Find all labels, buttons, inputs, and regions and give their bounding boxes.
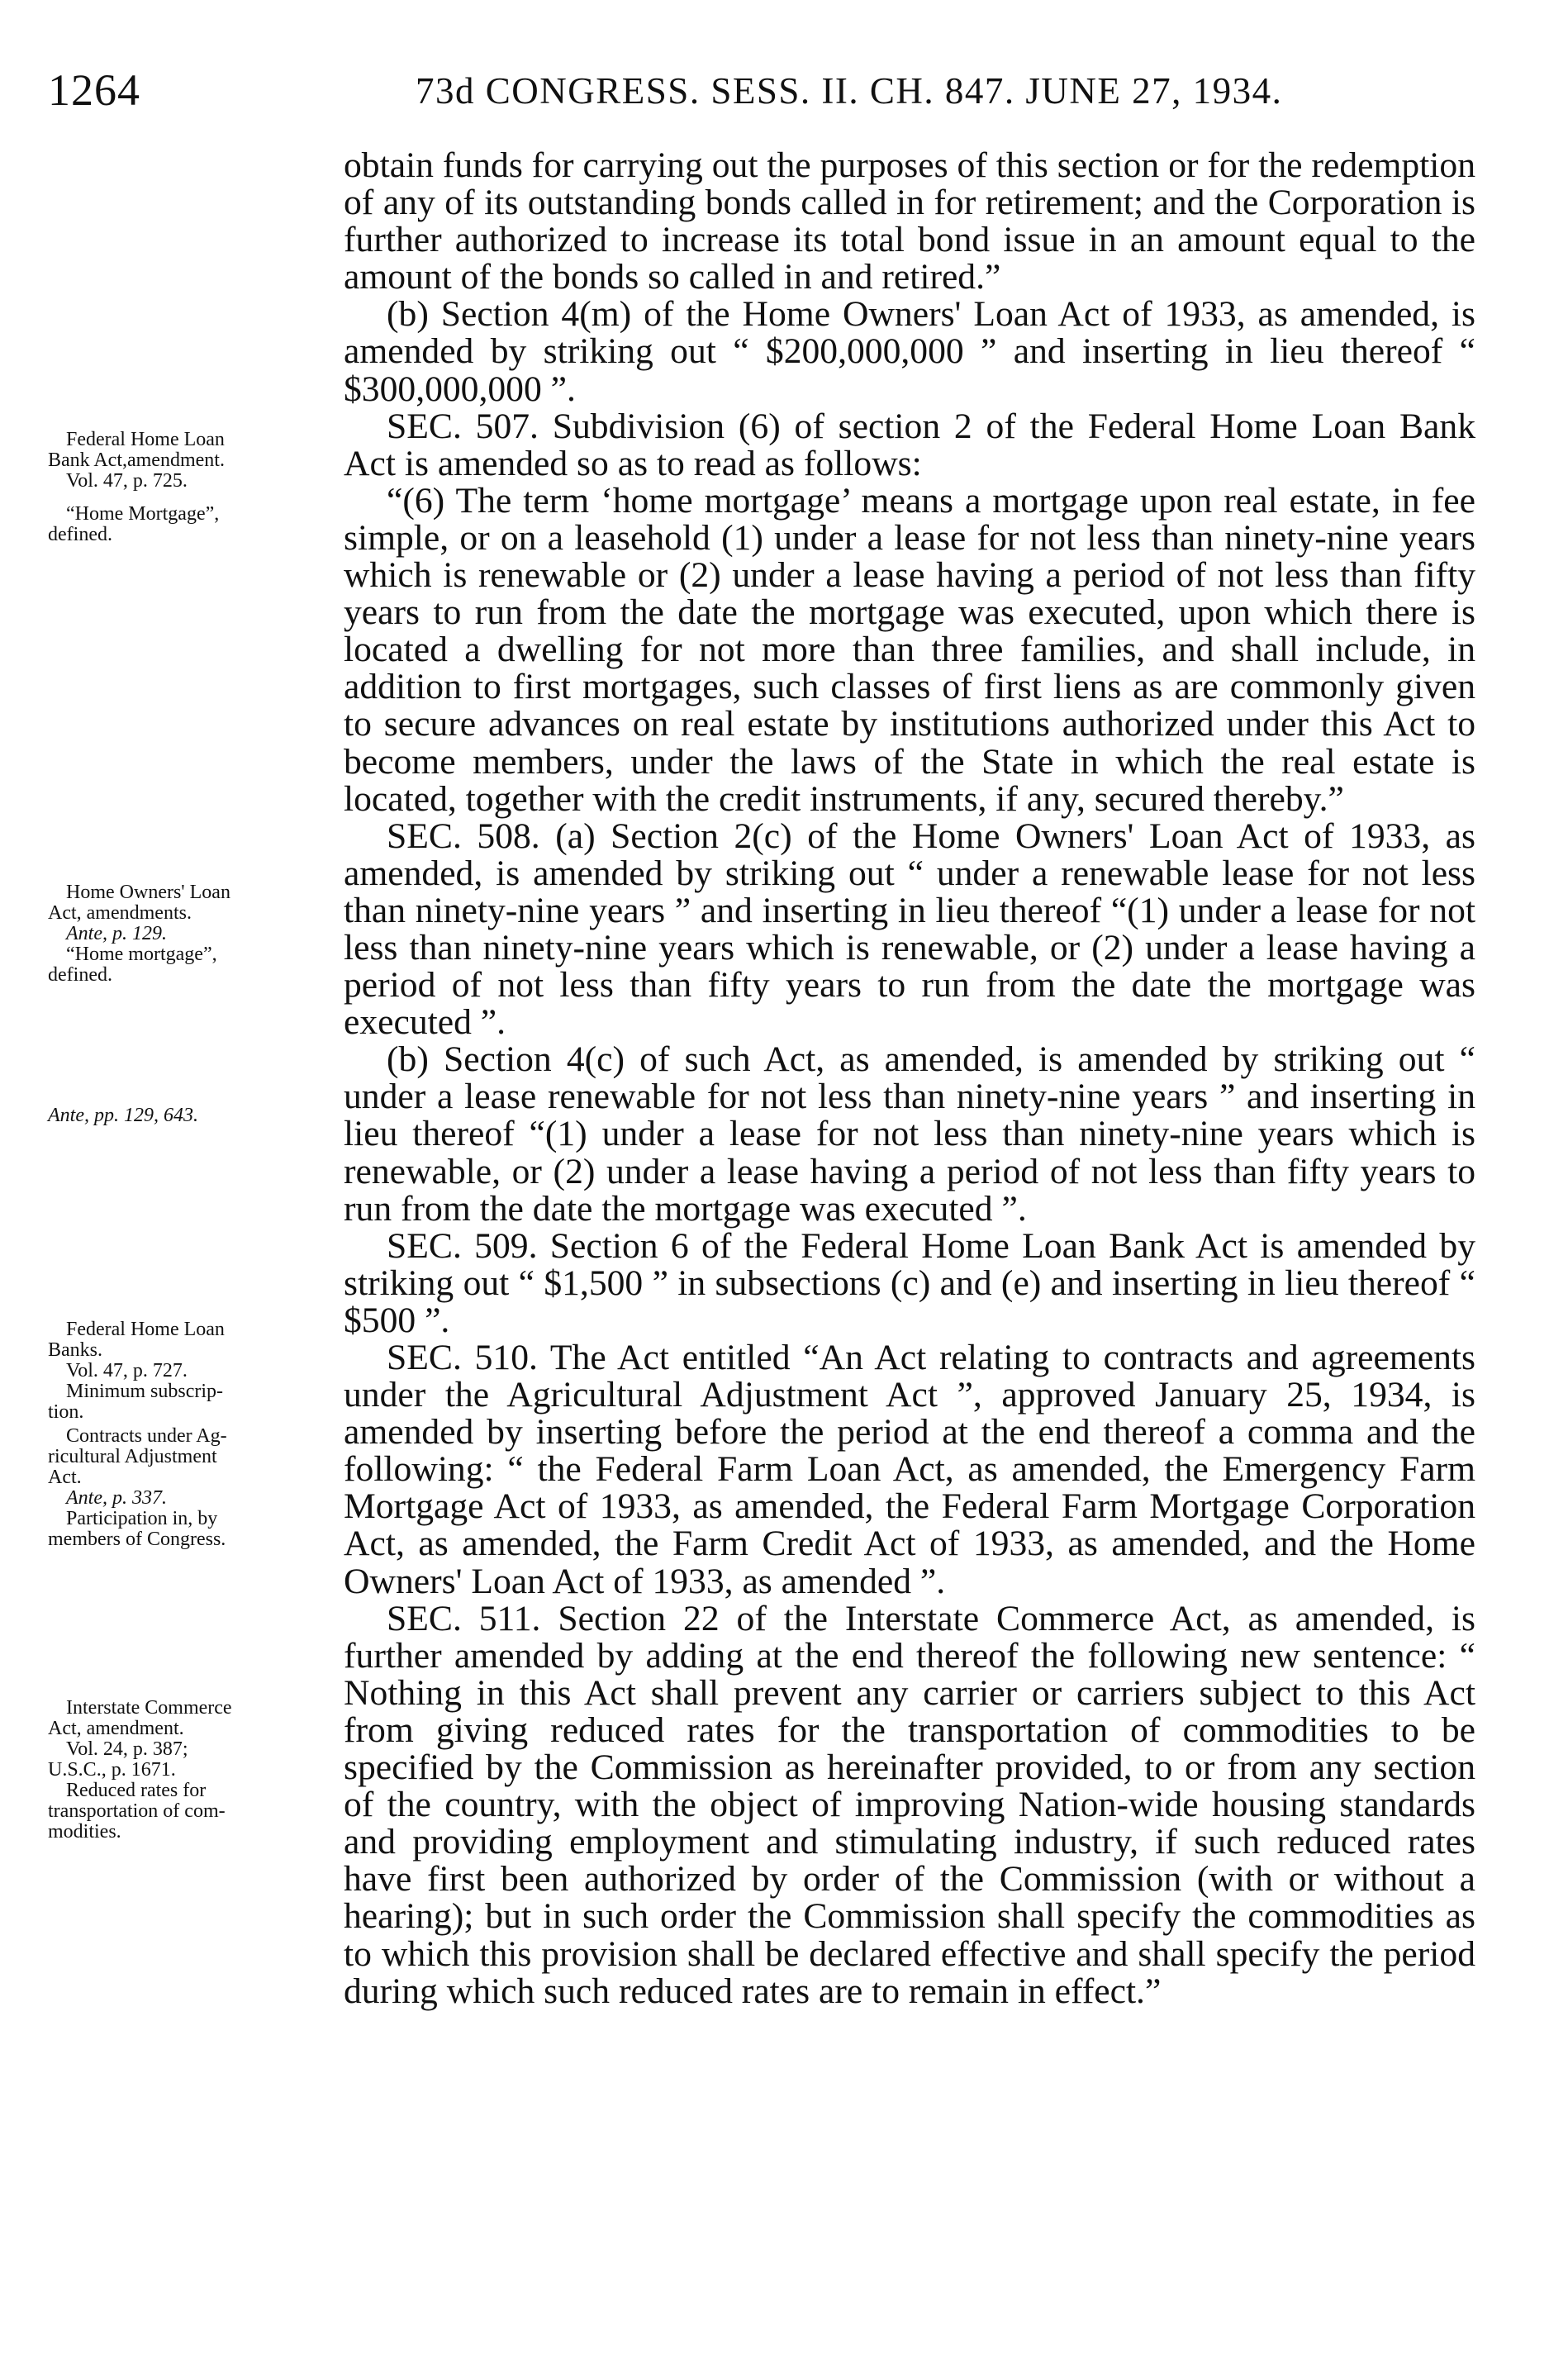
margin-note-sec-507: Federal Home Loan Bank Act,amendment. Vol. 47, p. 725. bbox=[48, 429, 225, 492]
paragraph-sec-508b: (b) Section 4(c) of such Act, as amended, is amended by striking out “ under a lease renewable for not less than ninety-nine years ” and inserting in lieu thereof “(1) under a lease for not less than ninety-nine years which is renewable, or (2) under a lease having a period of not less than fifty years to run from the date the mortgage was executed ”. bbox=[344, 1039, 1475, 1229]
margin-note-ante-pp: Ante, pp. 129, 643. bbox=[48, 1105, 198, 1126]
margin-note-sec-511: Interstate Commerce Act, amendment. Vol. 24, p. 387; U.S.C., p. 1671. Reduced rates for transportation of com- modities. bbox=[48, 1697, 232, 1843]
paragraph-sec-509: SEC. 509. Section 6 of the Federal Home Loan Bank Act is amended by striking out “ $1,500 ” in subsections (c) and (e) and inserting in lieu thereof “ $500 ”. bbox=[344, 1225, 1475, 1340]
paragraph-sec-507: SEC. 507. Subdivision (6) of section 2 of the Federal Home Loan Bank Act is amended so as to read as follows: bbox=[344, 406, 1475, 483]
paragraph-sec-508a: SEC. 508. (a) Section 2(c) of the Home Owners' Loan Act of 1933, as amended, is amended by striking out “ under a renewable lease for not less than ninety-nine years ” and inserting in lieu thereof “(1) under a lease for not less than ninety-nine years which is renewable, or (2) under a lease having a period of not less than fifty years to run from the date the mortgage was executed ”. bbox=[344, 815, 1475, 1043]
paragraph-sec-510: SEC. 510. The Act entitled “An Act relating to contracts and agreements under the Agricultural Adjustment Act ”, approved January 25, 1934, is amended by inserting before the period at the end thereof a comma and the following: “ the Federal Farm Loan Act, as amended, the Emergency Farm Mortgage Act of 1933, as amended, the Federal Farm Mortgage Corporation Act, as amended, the Farm Credit Act of 1933, as amended, and the Home Owners' Loan Act of 1933, as amended ”. bbox=[344, 1338, 1475, 1601]
paragraph-continuation: obtain funds for carrying out the purposes of this section or for the redemption of any of its outstanding bonds called in for retirement; and the Corporation is further authorized to increase its total bond issue in an amount equal to the amount of the bonds so called in and retired.” bbox=[344, 145, 1475, 297]
margin-note-home-mortgage-defined: “Home Mortgage”, defined. bbox=[48, 503, 220, 545]
margin-notes bbox=[48, 0, 333, 2368]
running-head: 73d CONGRESS. SESS. II. CH. 847. JUNE 27, 1934. bbox=[416, 70, 1283, 112]
body-text bbox=[344, 147, 1475, 2010]
paragraph-sec-511: SEC. 511. Section 22 of the Interstate Commerce Act, as amended, is further amended by adding at the end thereof the following new sentence: “ Nothing in this Act shall prevent any carrier or carriers subject to this Act from giving reduced rates for the transportation of commodities to be specified by the Commission as hereinafter provided, to or from any section of the country, with the object of improving Nation-wide housing standards and providing employment and stimulating industry, if such reduced rates have first been authorized by order of the Commission (with or without a hearing); but in such order the Commission shall specify the commodities as to which this provision shall be declared effective and shall specify the period during which such reduced rates are to remain in effect.” bbox=[344, 1598, 1475, 2011]
margin-note-sec-510: Contracts under Ag- ricultural Adjustment Act. Ante, p. 337. Participation in, by members of Congress. bbox=[48, 1425, 227, 1550]
page-number: 1264 bbox=[48, 65, 140, 115]
margin-note-sec-508: Home Owners' Loan Act, amendments. Ante, p. 129. “Home mortgage”, defined. bbox=[48, 882, 230, 986]
margin-note-sec-509: Federal Home Loan Banks. Vol. 47, p. 727. Minimum subscrip- tion. bbox=[48, 1319, 225, 1423]
paragraph-home-mortgage-definition: “(6) The term ‘home mortgage’ means a mortgage upon real estate, in fee simple, or on a leasehold (1) under a lease for not less than ninety-nine years which is renewable or (2) under a lease having a period of not less than fifty years to run from the date the mortgage was executed, upon which there is located a dwelling for not more than three families, and shall include, in addition to first mortgages, such classes of first liens as are commonly given to secure advances on real estate by institutions authorized under this Act to become members, under the laws of the State in which the real estate is located, together with the credit instruments, if any, secured thereby.” bbox=[344, 480, 1475, 819]
paragraph-sec-506b: (b) Section 4(m) of the Home Owners' Loan Act of 1933, as amended, is amended by striking out “ $200,000,000 ” and inserting in lieu thereof “ $300,000,000 ”. bbox=[344, 294, 1475, 409]
